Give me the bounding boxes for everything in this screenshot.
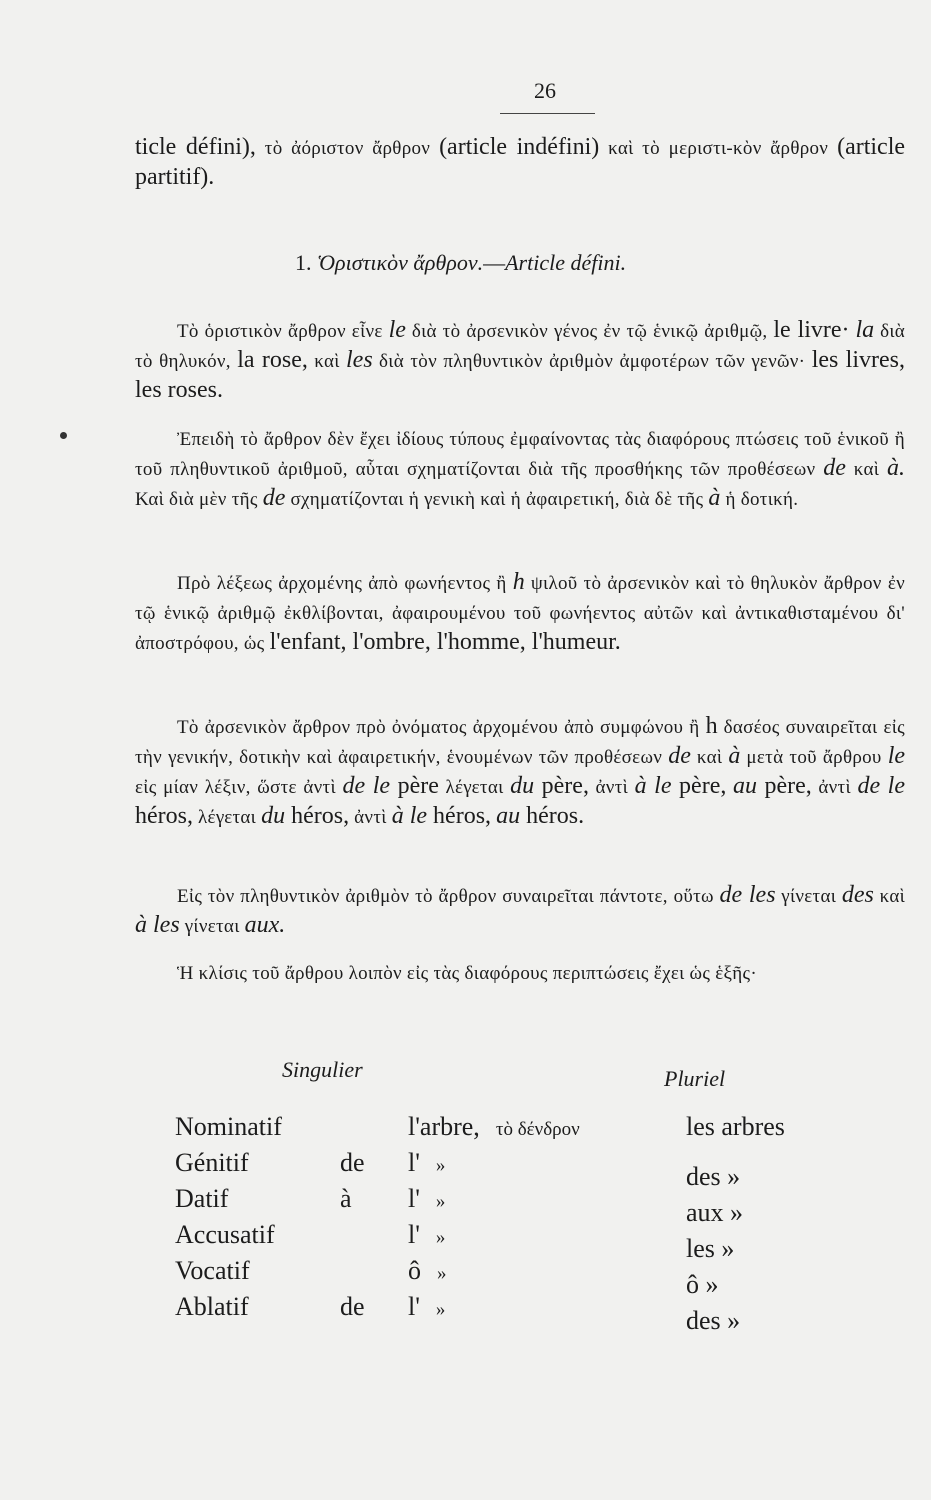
paragraph-3 — [135, 568, 905, 658]
plural-cell: les arbres — [686, 1112, 785, 1141]
paragraph-text-run: εἰς μίαν λέξιν, ὥστε ἀντὶ — [135, 777, 343, 798]
dot-mark — [60, 432, 67, 439]
paragraph-text-run: à — [708, 485, 721, 511]
preposition-cell: de — [340, 1148, 365, 1177]
case-cell: Génitif — [175, 1148, 249, 1177]
paragraph-text-run: ἀντὶ — [588, 777, 635, 798]
intro-fr-3: (article partitif). — [135, 134, 906, 190]
intro-fr-1: ticle défini), — [135, 134, 256, 160]
singular-cell: l' » — [408, 1148, 446, 1177]
singular-cell: l' » — [408, 1184, 446, 1213]
paragraph-text-run: la rose, — [237, 347, 308, 373]
paragraph-text-run: à — [728, 743, 741, 769]
paragraph-text-run: la — [855, 317, 875, 343]
intro-fr-2: (article indéfini) — [439, 134, 600, 160]
paragraph-text-run: Εἰς τὸν πληθυντικὸν ἀριθμὸν τὸ ἄρθρον συναιρεῖται πάντοτε, οὕτω — [177, 886, 720, 907]
plural-cell: les » — [686, 1234, 735, 1263]
section-dash: — — [483, 250, 506, 275]
singular-gloss: τὸ δένδρον — [495, 1119, 580, 1140]
paragraph-text-run: Ἡ κλίσις τοῦ ἄρθρου λοιπὸν εἰς τὰς διαφόρους περιπτώσεις ἔχει ὡς ἑξῆς· — [177, 963, 757, 984]
paragraph-text-run: διὰ τὸ ἀρσενικὸν γένος ἐν τῷ ἑνικῷ ἀριθμῷ, — [405, 321, 774, 342]
singular-cell: l' » — [408, 1292, 446, 1321]
paragraph-text-run: des — [841, 882, 874, 908]
section-title-gr: Ὁριστικὸν ἄρθρον. — [317, 250, 484, 275]
paragraph-text-run: à les — [135, 912, 180, 938]
intro-paragraph — [135, 133, 905, 192]
paragraph-text-run: de les — [719, 882, 776, 908]
paragraph-text-run: le livre· — [773, 317, 850, 343]
paragraph-text-run: l'enfant, l'ombre, l'homme, l'humeur. — [269, 629, 621, 655]
paragraph-text-run: λέγεται — [192, 807, 262, 828]
singular-cell: ô » — [408, 1256, 447, 1285]
paragraph-text-run: de — [262, 485, 286, 511]
paragraph-text-run: δασέος συναιρεῖται εἰς τὴν γενικήν, δοτικὴν καὶ ἀφαιρετικήν, ἑνουμένων τῶν προθέσεων — [135, 717, 905, 768]
paragraph-text-run: καὶ — [845, 459, 887, 480]
paragraph-text-run: Τὸ ὁριστικὸν ἄρθρον εἶνε — [177, 321, 389, 342]
page-number: 26 — [534, 78, 556, 103]
paragraph-text-run — [726, 777, 733, 798]
table-row — [0, 1184, 931, 1227]
paragraph-6 — [135, 958, 905, 988]
paragraph-1 — [135, 316, 905, 405]
paragraph-text-run: ἀντὶ — [349, 807, 392, 828]
paragraph-text-run: h — [512, 569, 525, 595]
singular-cell: l'arbre, τὸ δένδρον — [408, 1112, 580, 1141]
plural-cell: des » — [686, 1306, 741, 1335]
table-row — [0, 1112, 931, 1146]
case-cell: Ablatif — [175, 1292, 249, 1321]
paragraph-text-run: les livres, les roses. — [135, 347, 905, 403]
case-cell: Nominatif — [175, 1112, 282, 1141]
paragraph-text-run: h — [705, 713, 718, 739]
paragraph-text-run: καὶ — [690, 747, 729, 768]
paragraph-text-run: au — [496, 803, 521, 829]
paragraph-text-run: καὶ — [873, 886, 905, 907]
paragraph-text-run: héros. — [520, 803, 585, 829]
case-cell: Accusatif — [175, 1220, 275, 1249]
page-number-rule — [500, 113, 595, 114]
paragraph-2 — [135, 424, 905, 514]
paragraph-text-run: Πρὸ λέξεως ἀρχομένης ἀπὸ φωνήεντος ἢ — [177, 573, 513, 594]
singular-gloss: » — [435, 1155, 446, 1176]
paragraph-text-run: héros, — [427, 803, 492, 829]
paragraph-text-run: ψιλοῦ τὸ ἀρσενικὸν καὶ τὸ θηλυκὸν ἄρθρον ἐν τῷ ἑνικῷ ἀριθμῷ ἐκθλίβονται, ἀφαιρουμένου τοῦ φωνήεντος αὐτῶν καὶ ἀντικαθισταμένου δι' ἀποστρόφου, ὡς — [135, 573, 905, 654]
paragraph-text-run: à le — [391, 803, 428, 829]
paragraph-text-run: du — [510, 773, 535, 799]
paragraph-text-run: Ἐπειδὴ τὸ ἄρθρον δὲν ἔχει ἰδίους τύπους ἐμφαίνοντας τὰς διαφόρους πτώσεις τοῦ ἑνικοῦ ἢ τοῦ πληθυντικοῦ ἀριθμοῦ, αὗται σχηματίζονται διὰ τῆς προσθήκης τῶν προθέσεων — [135, 429, 905, 480]
singular-gloss: » — [435, 1299, 446, 1320]
paragraph-text-run: le — [887, 743, 906, 769]
table-row — [0, 1220, 931, 1263]
paragraph-4 — [135, 712, 905, 832]
case-cell: Vocatif — [175, 1256, 250, 1285]
table-row — [0, 1148, 931, 1191]
paragraph-text-run: de — [668, 743, 691, 769]
plural-header: Pluriel — [664, 1066, 726, 1091]
paragraph-text-run: le — [388, 317, 406, 343]
paragraph-text-run: les — [346, 347, 373, 373]
paragraph-text-run: de le — [342, 773, 391, 799]
table-row — [0, 1292, 931, 1335]
plural-cell: aux » — [686, 1198, 744, 1227]
paragraph-text-run: à le — [634, 773, 672, 799]
paragraph-text-run: à. — [887, 455, 905, 481]
paragraph-text-run: père, — [756, 773, 812, 799]
paragraph-text-run: père, — [671, 773, 727, 799]
paragraph-text-run: γίνεται — [775, 886, 842, 907]
case-cell: Datif — [175, 1184, 229, 1213]
paragraph-text-run: μετὰ τοῦ ἄρθρου — [740, 747, 888, 768]
paragraph-text-run: père — [390, 773, 439, 799]
paragraph-text-run: καὶ — [307, 351, 346, 372]
paragraph-text-run: du — [261, 803, 286, 829]
intro-gr-2: καὶ τὸ μεριστι-κὸν ἄρθρον — [608, 138, 829, 159]
plural-cell: ô » — [686, 1270, 719, 1299]
paragraph-text-run: Καὶ διὰ μὲν τῆς — [135, 489, 263, 510]
singular-gloss: » — [435, 1191, 446, 1212]
paragraph-text-run: σχηματίζονται ἡ γενικὴ καὶ ἡ ἀφαιρετική, διὰ δὲ τῆς — [285, 489, 709, 510]
singular-gloss: » — [435, 1227, 446, 1248]
paragraph-text-run: διὰ τὸν πληθυντικὸν ἀριθμὸν ἀμφοτέρων τῶν γενῶν· — [372, 351, 812, 372]
intro-gr-1: τὸ ἀόριστον ἄρθρον — [264, 138, 431, 159]
paragraph-5 — [135, 881, 905, 941]
preposition-cell: de — [340, 1292, 365, 1321]
singular-header: Singulier — [282, 1057, 363, 1082]
singular-gloss: » — [437, 1263, 447, 1284]
paragraph-text-run: Τὸ ἀρσενικὸν ἄρθρον πρὸ ὀνόματος ἀρχομένου ἀπὸ συμφώνου ἢ — [177, 717, 706, 738]
paragraph-text-run: aux. — [244, 912, 286, 938]
paragraph-text-run: λέγεται — [438, 777, 511, 798]
paragraph-text-run: de — [823, 455, 846, 481]
paragraph-text-run: ἀντὶ — [811, 777, 858, 798]
plural-cell: des » — [686, 1162, 741, 1191]
paragraph-text-run: héros, — [135, 803, 193, 829]
table-row — [0, 1256, 931, 1299]
section-heading — [295, 250, 626, 276]
singular-cell: l' » — [408, 1220, 446, 1249]
paragraph-text-run: ἡ δοτική. — [720, 489, 799, 510]
section-number: 1. — [295, 250, 312, 275]
paragraph-text-run: διὰ τὸ θηλυκόν, — [135, 321, 905, 372]
preposition-cell: à — [340, 1184, 352, 1213]
paragraph-text-run: au — [732, 773, 757, 799]
section-title-fr: Article défini. — [505, 250, 627, 275]
paragraph-text-run: héros, — [285, 803, 350, 829]
paragraph-text-run: γίνεται — [179, 916, 245, 937]
paragraph-text-run: père, — [534, 773, 589, 799]
paragraph-text-run: de le — [857, 773, 906, 799]
